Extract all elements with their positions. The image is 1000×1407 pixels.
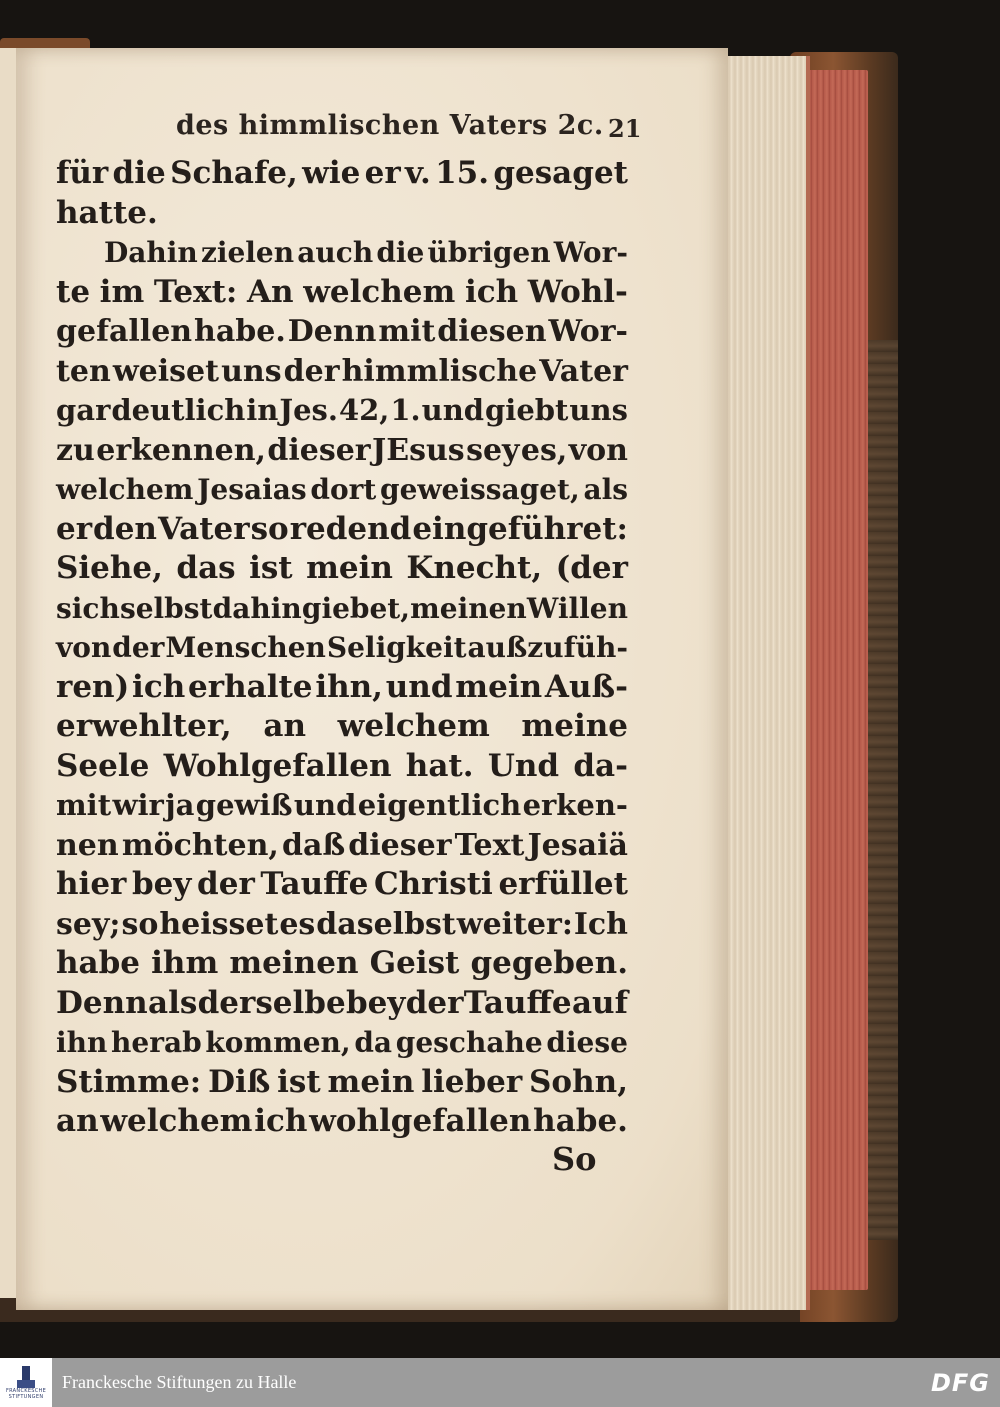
page-edges: [720, 56, 810, 1310]
text-line: Seele Wohlgefallen hat. Und da-: [56, 747, 628, 784]
text-line: von der Menschen Seligkeit außzufüh-: [56, 631, 628, 664]
text-line: sich selbst dahin giebet, meinen Willen: [56, 591, 628, 625]
red-page-edge: [806, 70, 868, 1290]
text-line: habe ihm meinen Geist gegeben.: [56, 945, 628, 981]
text-line: erwehlter, an welchem meine: [56, 708, 628, 744]
text-line: zu erkennen, dieser JEsus sey es, von: [56, 432, 628, 468]
franckesche-logo[interactable]: [0, 1358, 52, 1407]
text-line: hier bey der Tauffe Christi erfüllet: [56, 866, 628, 902]
page-number: 21: [608, 114, 642, 143]
text-line: ren) ich erhalte ihn, und mein Auß-: [56, 668, 628, 705]
text-line: ihn herab kommen, da geschahe diese: [56, 1026, 628, 1059]
institution-link[interactable]: Franckesche Stiftungen zu Halle: [62, 1372, 297, 1392]
catchword: So: [552, 1140, 597, 1178]
running-head: des himmlischen Vaters 2c.: [176, 110, 604, 141]
text-line: ten weiset uns der himmlische Vater: [56, 353, 628, 389]
text-line: Denn als derselbe bey der Tauffe auf: [56, 984, 628, 1021]
text-line: mit wir ja gewiß und eigentlich erken-: [56, 788, 628, 822]
text-line: gar deutlich in Jes. 42, 1. und giebt uns: [56, 393, 628, 427]
book-page: [16, 48, 728, 1310]
text-line: an welchem ich wohlgefallen habe.: [56, 1103, 628, 1139]
text-line: für die Schafe, wie er v. 15. gesaget: [56, 155, 628, 191]
dfg-logo[interactable]: DFG: [930, 1368, 990, 1397]
viewer-footer: [0, 1358, 1000, 1407]
logo-text: FRANCKESCHE STIFTUNGEN: [5, 1387, 47, 1400]
body-text: [56, 154, 628, 1142]
text-line: er den Vater so redend eingeführet:: [56, 510, 628, 547]
text-line: Siehe, das ist mein Knecht, (der: [56, 550, 628, 586]
building-icon: [16, 1366, 36, 1388]
text-line: gefallen habe. Denn mit diesen Wor-: [56, 314, 628, 349]
text-line: Stimme: Diß ist mein lieber Sohn,: [56, 1063, 628, 1100]
text-line: Dahin zielen auch die übrigen Wor-: [104, 236, 628, 269]
text-line: nen möchten, daß dieser Text Jesaiä: [56, 827, 628, 863]
text-line: te im Text: An welchem ich Wohl-: [56, 273, 628, 310]
text-line: sey; so heisset es daselbst weiter: Ich: [56, 906, 628, 942]
text-line: hatte.: [56, 194, 158, 231]
text-line: welchem Jesaias dort geweissaget, als: [56, 473, 628, 506]
